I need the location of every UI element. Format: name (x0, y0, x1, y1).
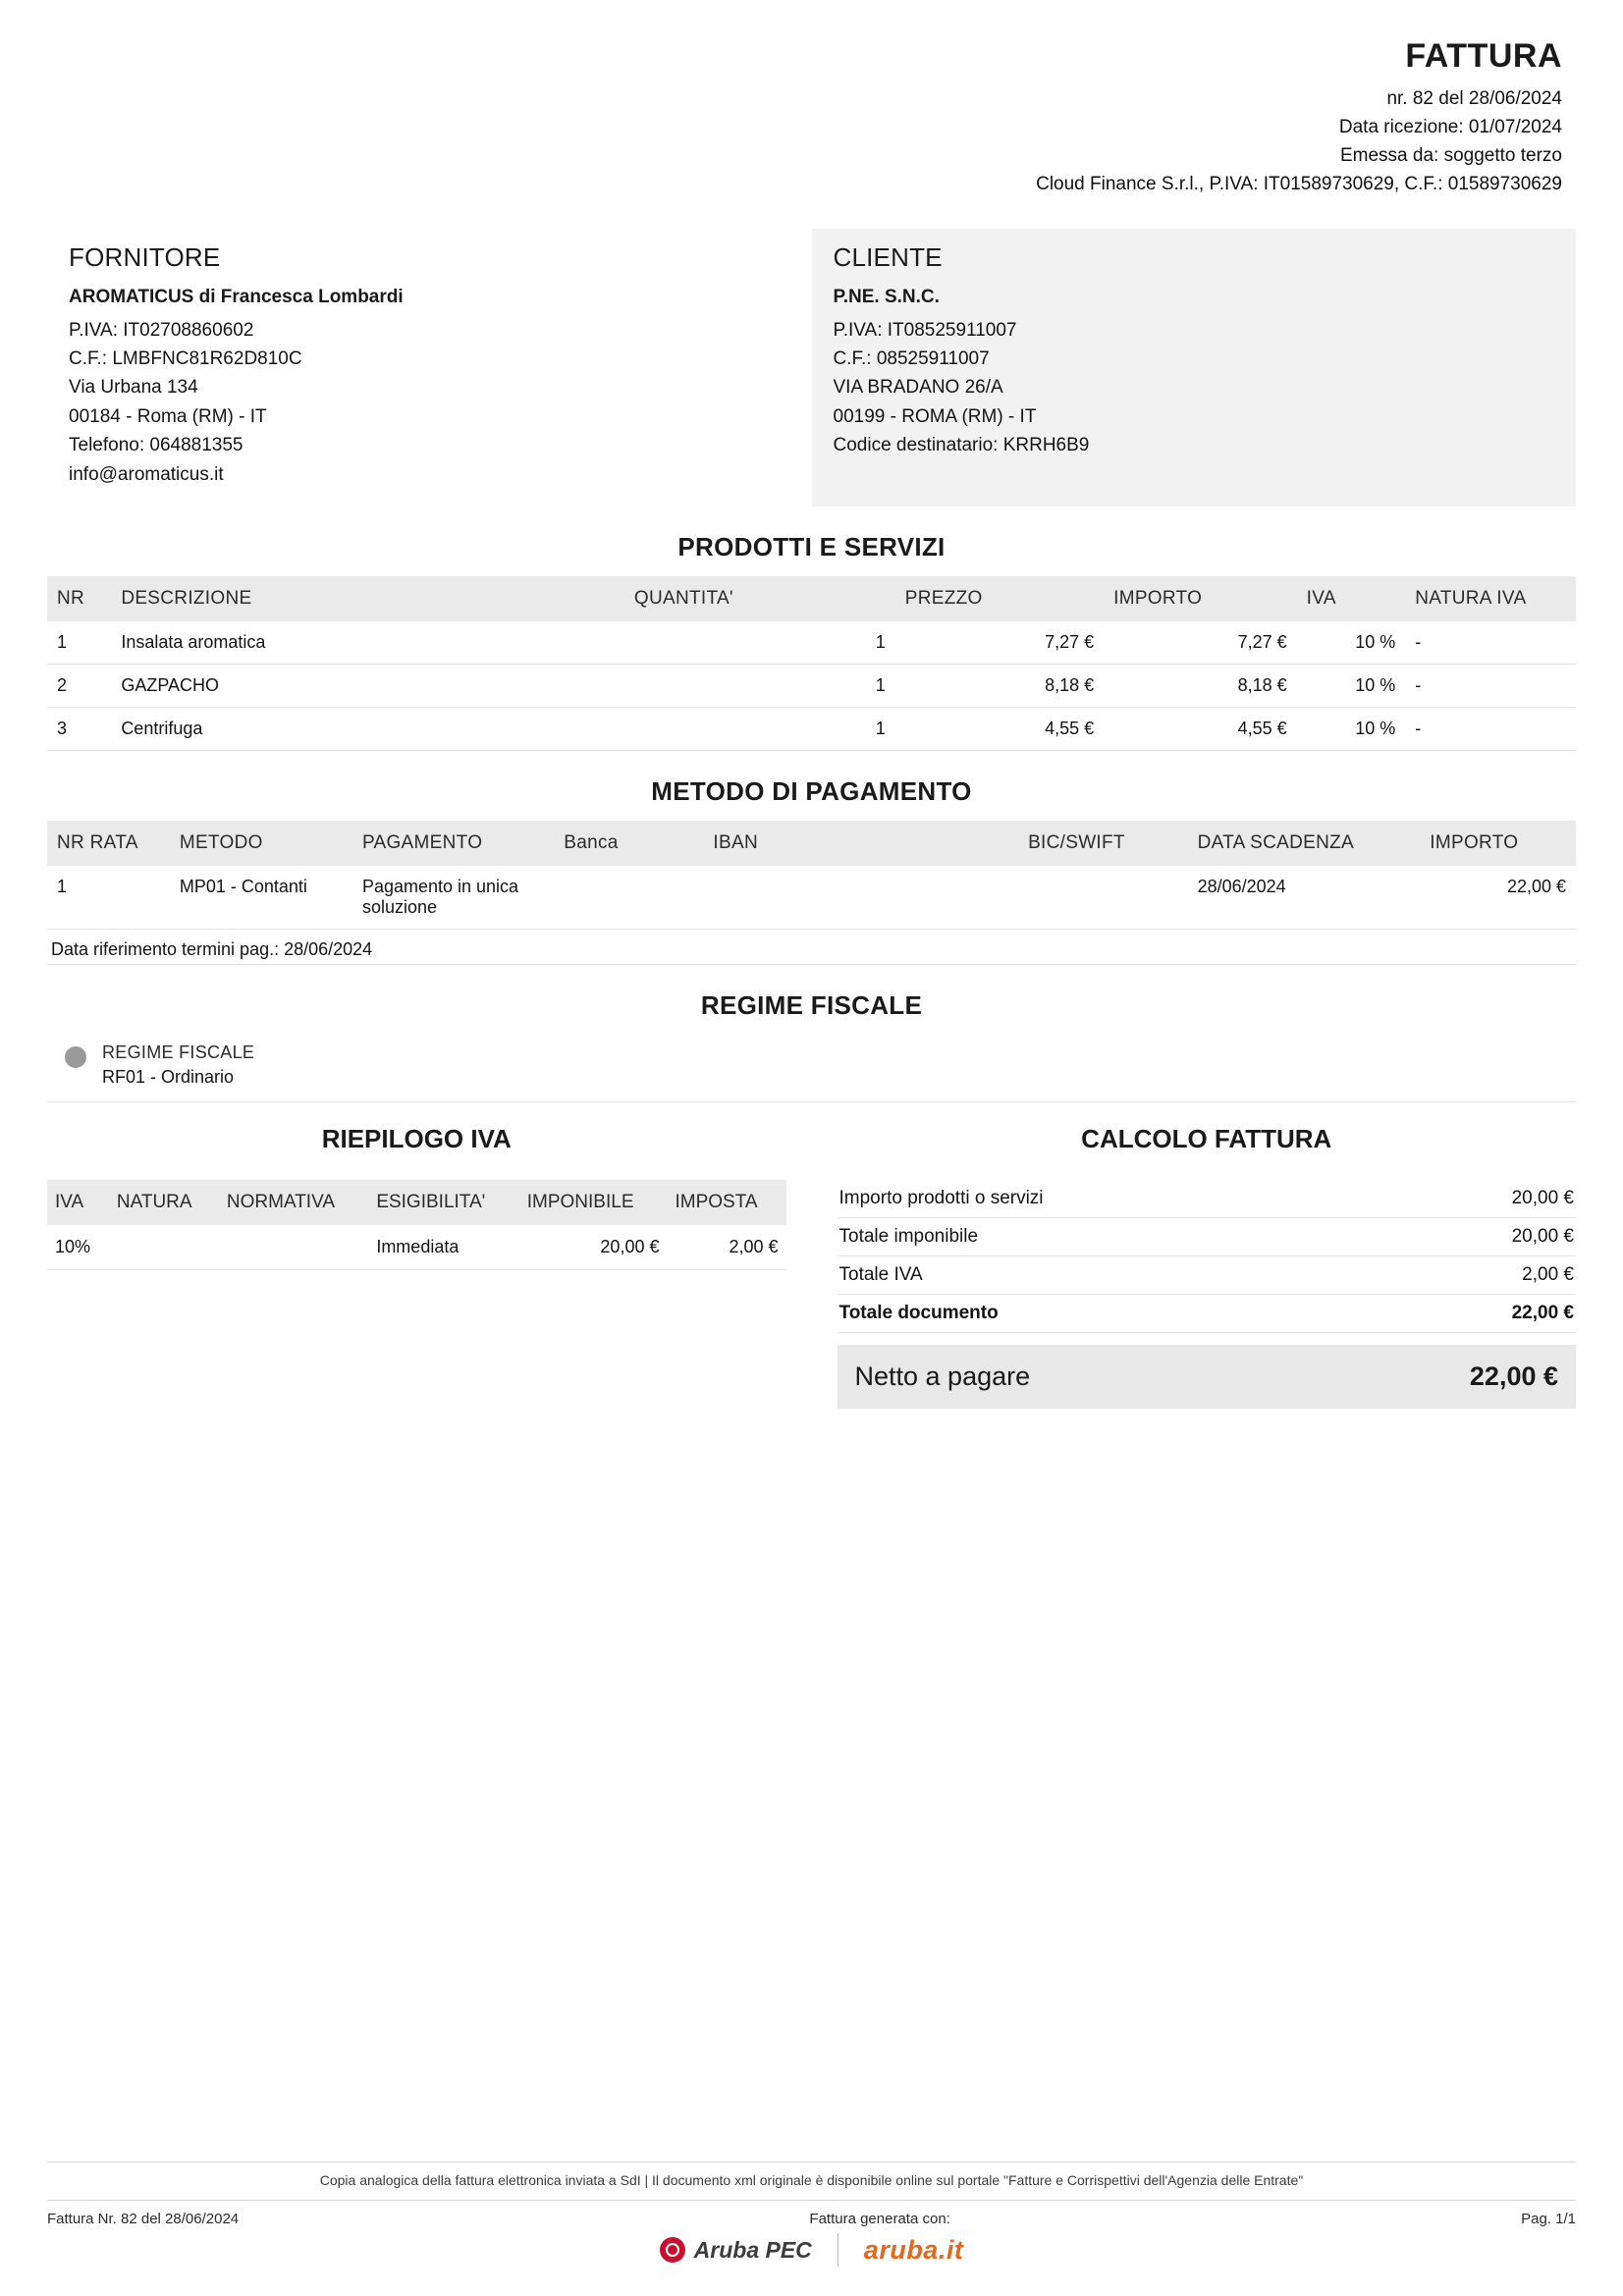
product-nr: 2 (47, 665, 111, 708)
brand-divider (838, 2233, 839, 2267)
totals-label: Importo prodotti o servizi (839, 1188, 1044, 1209)
table-row (47, 621, 1576, 665)
product-descrizione: Centrifuga (111, 708, 624, 751)
seal-icon (660, 2237, 685, 2263)
product-descrizione: GAZPACHO (111, 665, 624, 708)
payment-iban (703, 866, 1018, 930)
net-to-pay (838, 1345, 1577, 1409)
products-col-importo: IMPORTO (1104, 576, 1297, 621)
supplier-title: FORNITORE (69, 241, 221, 272)
supplier-name: AROMATICUS di Francesca Lombardi (69, 286, 404, 307)
totals-row-vat (838, 1256, 1577, 1295)
totals-label: Totale imponibile (839, 1226, 979, 1248)
totals-value: 2,00 € (1522, 1264, 1574, 1286)
products-header-row (47, 576, 1576, 621)
aruba-it-logo: aruba.it (863, 2234, 964, 2265)
page-footer (47, 2162, 1576, 2267)
supplier-vat: P.IVA: IT02708860602 (69, 319, 254, 341)
product-iva: 10 % (1297, 665, 1406, 708)
net-label: Netto a pagare (854, 1362, 1031, 1392)
vat-summary-title: RIEPILOGO IVA (321, 1124, 512, 1154)
vat-natura (109, 1225, 219, 1270)
document-header (47, 37, 1576, 199)
vat-iva: 10% (47, 1225, 109, 1270)
totals-value: 20,00 € (1511, 1188, 1574, 1209)
customer-block (812, 229, 1577, 507)
product-iva: 10 % (1297, 621, 1406, 665)
product-natura-iva: - (1405, 708, 1576, 751)
customer-recipient-code: Codice destinatario: KRRH6B9 (833, 435, 1090, 456)
totals-value: 20,00 € (1511, 1226, 1574, 1248)
header-line-issuer-details: Cloud Finance S.r.l., P.IVA: IT01589730629, C.F.: 01589730629 (1036, 173, 1562, 194)
product-natura-iva: - (1405, 665, 1576, 708)
regime-value: RF01 - Ordinario (102, 1067, 235, 1088)
totals-block (812, 1116, 1577, 1409)
payment-col-iban: IBAN (703, 821, 1018, 866)
net-value: 22,00 € (1469, 1362, 1558, 1392)
summary-section (47, 1116, 1576, 1409)
footer-right-text: Pag. 1/1 (1521, 2211, 1576, 2227)
footer-disclaimer: Copia analogica della fattura elettronica inviata a SdI | Il documento xml originale è disponibile online sul portale "Fatture e Corrispettivi dell'Agenzia delle Entrate" (47, 2162, 1576, 2188)
products-table (47, 576, 1576, 751)
product-iva: 10 % (1297, 708, 1406, 751)
product-quantita: 1 (624, 665, 895, 708)
document-title: FATTURA (1405, 37, 1562, 75)
totals-title: CALCOLO FATTURA (1081, 1124, 1332, 1154)
regime-section-title: REGIME FISCALE (700, 990, 923, 1021)
vat-col-esigibilita: ESIGIBILITA' (368, 1180, 518, 1225)
header-line-reception-date: Data ricezione: 01/07/2024 (1338, 116, 1562, 137)
payment-nr-rata: 1 (47, 866, 170, 930)
payment-col-banca: Banca (554, 821, 703, 866)
payment-col-nr-rata: NR RATA (47, 821, 170, 866)
supplier-fiscal-code: C.F.: LMBFNC81R62D810C (69, 347, 302, 369)
vat-col-iva: IVA (47, 1180, 109, 1225)
footer-brands (47, 2233, 1576, 2267)
product-prezzo: 7,27 € (895, 621, 1104, 665)
vat-summary-block (47, 1116, 812, 1409)
customer-address: VIA BRADANO 26/A (833, 377, 1003, 399)
regime-label: REGIME FISCALE (102, 1042, 255, 1063)
product-nr: 3 (47, 708, 111, 751)
customer-title: CLIENTE (833, 241, 943, 272)
products-col-nr: NR (47, 576, 111, 621)
vat-normativa (219, 1225, 368, 1270)
payment-col-metodo: METODO (170, 821, 352, 866)
payment-pagamento: Pagamento in unica soluzione (352, 866, 554, 930)
payment-col-bic-swift: BIC/SWIFT (1018, 821, 1188, 866)
vat-esigibilita: Immediata (368, 1225, 518, 1270)
customer-name: P.NE. S.N.C. (833, 286, 940, 307)
payment-table (47, 821, 1576, 930)
vat-col-imposta: IMPOSTA (667, 1180, 785, 1225)
product-quantita: 1 (624, 708, 895, 751)
product-prezzo: 4,55 € (895, 708, 1104, 751)
totals-row-products (838, 1180, 1577, 1218)
vat-summary-table (47, 1180, 786, 1270)
totals-value: 22,00 € (1511, 1303, 1574, 1324)
bullet-icon (65, 1046, 86, 1068)
payment-importo: 22,00 € (1420, 866, 1576, 930)
footer-middle-text: Fattura generata con: (809, 2211, 950, 2227)
aruba-pec-label: Aruba PEC (693, 2236, 812, 2263)
header-line-issuer: Emessa da: soggetto terzo (1339, 144, 1562, 166)
table-row (47, 665, 1576, 708)
payment-terms-note: Data riferimento termini pag.: 28/06/2024 (47, 930, 1576, 965)
payment-bic-swift (1018, 866, 1188, 930)
products-col-natura-iva: NATURA IVA (1405, 576, 1576, 621)
supplier-email: info@aromaticus.it (69, 463, 224, 485)
product-importo: 4,55 € (1104, 708, 1297, 751)
payment-metodo: MP01 - Contanti (170, 866, 352, 930)
table-row (47, 866, 1576, 930)
vat-imponibile: 20,00 € (519, 1225, 668, 1270)
totals-row-document (838, 1295, 1577, 1333)
products-col-prezzo: PREZZO (895, 576, 1104, 621)
footer-row (47, 2200, 1576, 2227)
products-col-quantita: QUANTITA' (624, 576, 895, 621)
product-descrizione: Insalata aromatica (111, 621, 624, 665)
payment-col-pagamento: PAGAMENTO (352, 821, 554, 866)
table-row (47, 1225, 786, 1270)
footer-left-text: Fattura Nr. 82 del 28/06/2024 (47, 2211, 240, 2227)
supplier-address: Via Urbana 134 (69, 377, 198, 399)
product-quantita: 1 (624, 621, 895, 665)
product-prezzo: 8,18 € (895, 665, 1104, 708)
product-natura-iva: - (1405, 621, 1576, 665)
vat-col-natura: NATURA (109, 1180, 219, 1225)
customer-fiscal-code: C.F.: 08525911007 (833, 347, 990, 369)
product-importo: 7,27 € (1104, 621, 1297, 665)
totals-label: Totale IVA (839, 1264, 923, 1286)
parties-section (47, 229, 1576, 507)
aruba-pec-logo (660, 2237, 812, 2264)
header-line-number: nr. 82 del 28/06/2024 (1386, 88, 1562, 109)
regime-block (47, 1035, 1576, 1102)
vat-imposta: 2,00 € (667, 1225, 785, 1270)
vat-col-normativa: NORMATIVA (219, 1180, 368, 1225)
customer-city: 00199 - ROMA (RM) - IT (833, 405, 1037, 427)
vat-summary-header-row (47, 1180, 786, 1225)
vat-col-imponibile: IMPONIBILE (519, 1180, 668, 1225)
table-row (47, 708, 1576, 751)
products-col-descrizione: DESCRIZIONE (111, 576, 624, 621)
payment-banca (554, 866, 703, 930)
payment-header-row (47, 821, 1576, 866)
supplier-city: 00184 - Roma (RM) - IT (69, 405, 267, 427)
totals-row-taxable (838, 1218, 1577, 1256)
products-col-iva: IVA (1297, 576, 1406, 621)
supplier-phone: Telefono: 064881355 (69, 435, 243, 456)
payment-col-importo: IMPORTO (1420, 821, 1576, 866)
totals-label: Totale documento (839, 1303, 999, 1324)
products-section-title: PRODOTTI E SERVIZI (677, 532, 946, 562)
supplier-block (47, 229, 812, 507)
payment-data-scadenza: 28/06/2024 (1188, 866, 1421, 930)
product-nr: 1 (47, 621, 111, 665)
customer-vat: P.IVA: IT08525911007 (833, 319, 1017, 341)
payment-col-data-scadenza: DATA SCADENZA (1188, 821, 1421, 866)
payment-section-title: METODO DI PAGAMENTO (651, 776, 972, 807)
product-importo: 8,18 € (1104, 665, 1297, 708)
